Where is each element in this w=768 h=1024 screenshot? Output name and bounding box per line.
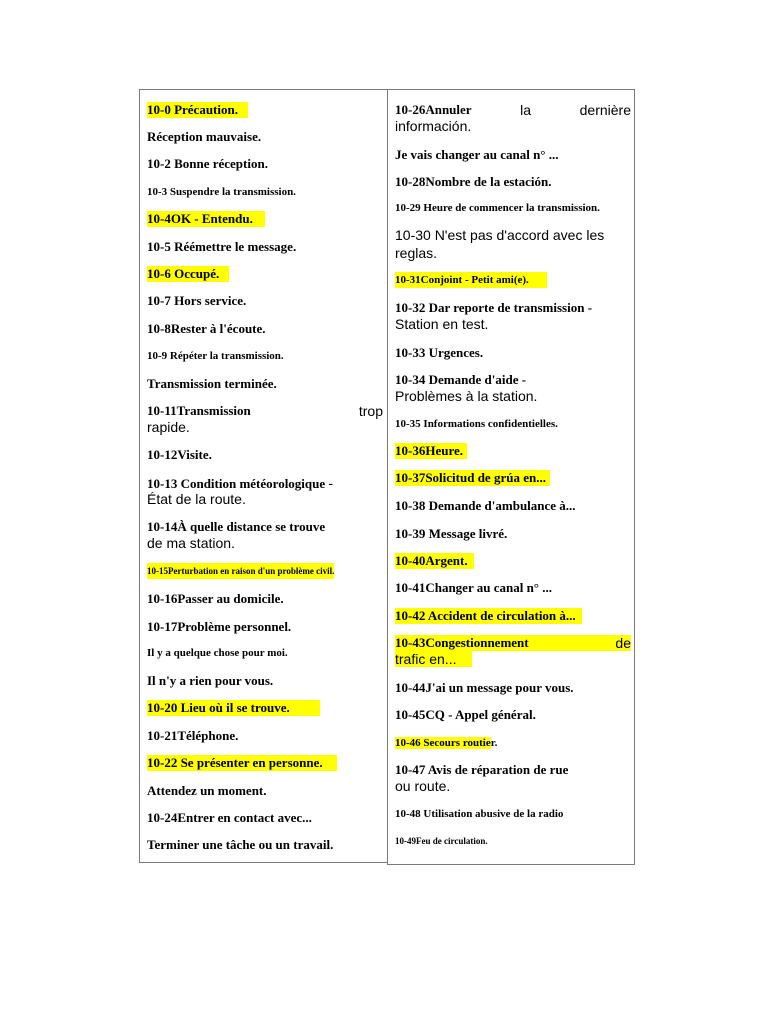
code-item: 10-48 Utilisation abusive de la radio bbox=[395, 808, 564, 820]
code-item-part: r. bbox=[490, 737, 498, 749]
left-column bbox=[139, 89, 388, 863]
code-item: 10-5 Réémettre le message. bbox=[147, 239, 297, 254]
code-item-continued: Problèmes à la station. bbox=[395, 388, 538, 404]
code-item: 10-7 Hors service. bbox=[147, 293, 247, 308]
code-item bbox=[147, 475, 333, 492]
code-item: 10-9 Répéter la transmission. bbox=[147, 350, 284, 362]
code-item: Il n'y a rien pour vous. bbox=[147, 673, 274, 688]
code-item: Transmission terminée. bbox=[147, 376, 277, 391]
code-item: Il y a quelque chose pour moi. bbox=[147, 647, 288, 659]
code-item: 10-28Nombre de la estación. bbox=[395, 174, 552, 189]
code-item: 10-31Conjoint - Petit ami(e). bbox=[395, 272, 547, 288]
code-item: 10-44J'ai un message pour vous. bbox=[395, 680, 574, 695]
code-item-part: trop bbox=[358, 403, 383, 419]
code-item: 10-42 Accident de circulation à... bbox=[395, 608, 582, 624]
code-item: 10-16Passer au domicile. bbox=[147, 591, 284, 606]
code-item: 10-20 Lieu où il se trouve. bbox=[147, 700, 320, 716]
code-item: 10-37Solicitud de grúa en... bbox=[395, 470, 550, 486]
code-item-continued: información. bbox=[395, 118, 472, 134]
code-item-continued: de ma station. bbox=[147, 535, 235, 551]
code-item: 10-36Heure. bbox=[395, 443, 467, 459]
code-item: 10-6 Occupé. bbox=[147, 266, 229, 282]
code-item-continued: trafic en... bbox=[395, 651, 472, 667]
code-item bbox=[395, 735, 497, 751]
code-item-part: 10-11Transmission bbox=[147, 403, 251, 418]
right-column bbox=[387, 89, 635, 865]
code-item: 10-12Visite. bbox=[147, 447, 212, 462]
code-item: 10-3 Suspendre la transmission. bbox=[147, 186, 296, 198]
code-item: 10-14À quelle distance se trouve bbox=[147, 519, 326, 534]
code-item-part: 10-46 Secours routie bbox=[395, 737, 491, 749]
code-item: 10-4OK - Entendu. bbox=[147, 211, 265, 227]
codes-table bbox=[139, 89, 635, 863]
code-item: Je vais changer au canal n° ... bbox=[395, 147, 559, 162]
code-item: 10-39 Message livré. bbox=[395, 526, 508, 541]
code-item: 10-49Feu de circulation. bbox=[395, 836, 488, 846]
code-item: Terminer une tâche ou un travail. bbox=[147, 837, 334, 852]
code-item-continued: État de la route. bbox=[147, 491, 246, 507]
code-item bbox=[395, 102, 631, 118]
code-item-part: 10-26Annuler bbox=[395, 102, 472, 117]
code-item: Réception mauvaise. bbox=[147, 129, 262, 144]
code-item-continued: reglas. bbox=[395, 245, 438, 261]
code-item: 10-40Argent. bbox=[395, 553, 474, 569]
code-item: Attendez un moment. bbox=[147, 783, 267, 798]
code-item: 10-0 Précaution. bbox=[147, 102, 248, 118]
code-item: 10-33 Urgences. bbox=[395, 345, 484, 360]
code-item: 10-41Changer au canal n° ... bbox=[395, 580, 553, 595]
code-item: 10-35 Informations confidentielles. bbox=[395, 418, 558, 430]
code-item-part: la bbox=[520, 102, 532, 118]
code-item: 10-29 Heure de commencer la transmission. bbox=[395, 202, 600, 214]
code-item: 10-22 Se présenter en personne. bbox=[147, 755, 337, 771]
code-item: 10-34 Demande d'aide - bbox=[395, 372, 527, 387]
code-item-continued: ou route. bbox=[395, 778, 451, 794]
code-item: 10-47 Avis de réparation de rue bbox=[395, 762, 569, 777]
code-item-part: de bbox=[615, 635, 631, 651]
code-item-continued: Station en test. bbox=[395, 316, 489, 332]
code-item: 10-38 Demande d'ambulance à... bbox=[395, 498, 576, 513]
code-item: 10-45CQ - Appel général. bbox=[395, 707, 536, 722]
code-item: 10-24Entrer en contact avec... bbox=[147, 810, 312, 825]
code-item-part: - bbox=[328, 475, 334, 491]
code-item: 10-30 N'est pas d'accord avec les bbox=[395, 227, 605, 243]
code-item: 10-8Rester à l'écoute. bbox=[147, 321, 266, 336]
code-item: 10-2 Bonne réception. bbox=[147, 156, 268, 171]
code-item-part: dernière bbox=[579, 102, 631, 118]
code-item bbox=[147, 403, 383, 419]
code-item: 10-17Problème personnel. bbox=[147, 619, 292, 634]
code-item: 10-32 Dar reporte de transmission - bbox=[395, 300, 593, 315]
code-item-part: 10-43Congestionnement bbox=[395, 635, 529, 650]
code-item-part: 10-13 Condition météorologique bbox=[147, 476, 326, 491]
code-item-continued: rapide. bbox=[147, 419, 190, 435]
code-item: 10-21Téléphone. bbox=[147, 728, 239, 743]
code-item bbox=[395, 635, 631, 651]
code-item: 10-15Perturbation en raison d'un problème civil. bbox=[147, 563, 334, 579]
